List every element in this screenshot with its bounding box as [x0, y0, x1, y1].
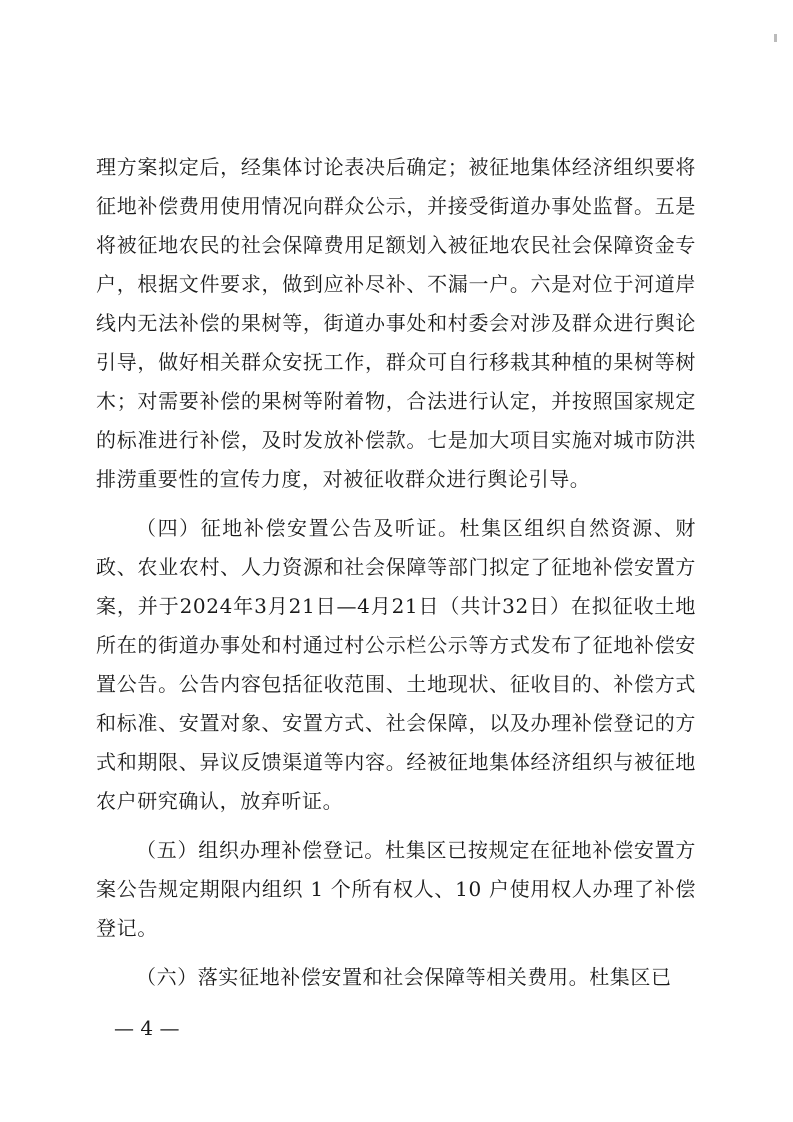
paragraph-section-6: （六）落实征地补偿安置和社会保障等相关费用。杜集区已 — [136, 965, 672, 989]
paragraph-section-5: （五）组织办理补偿登记。杜集区已按规定在征地补偿安置方案公告规定期限内组织 1 个所有权人、10 户使用权人办理了补偿登记。 — [96, 838, 696, 940]
page-number: — 4 — — [114, 1016, 180, 1040]
paragraph-continuation: 理方案拟定后，经集体讨论表决后确定；被征地集体经济组织要将征地补偿费用使用情况向群众公示，并接受街道办事处监督。五是将被征地农民的社会保障费用足额划入被征地农民社会保障资金专户，根据文件要求，做到应补尽补、不漏一户。六是对位于河道岸线内无法补偿的果树等，街道办事处和村委会对涉及群众进行舆论引导，做好相关群众安抚工作，群众可自行移栽其种植的果树等树木；对需要补偿的果树等附着物，合法进行认定，并按照国家规定的标准进行补偿，及时发放补偿款。七是加大项目实施对城市防洪排涝重要性的宣传力度，对被征收群众进行舆论引导。 — [96, 155, 696, 491]
scan-edge-mark — [774, 34, 777, 42]
document-body — [96, 148, 696, 1007]
paragraph-section-4: （四）征地补偿安置公告及听证。杜集区组织自然资源、财政、农业农村、人力资源和社会保障等部门拟定了征地补偿安置方案，并于2024年3月21日—4月21日（共计32日）在拟征收土地所在的街道办事处和村通过村公示栏公示等方式发布了征地补偿安置公告。公告内容包括征收范围、土地现状、征收目的、补偿方式和标准、安置对象、安置方式、社会保障，以及办理补偿登记的方式和期限、异议反馈渠道等内容。经被征地集体经济组织与被征地农户研究确认，放弃听证。 — [96, 516, 696, 813]
